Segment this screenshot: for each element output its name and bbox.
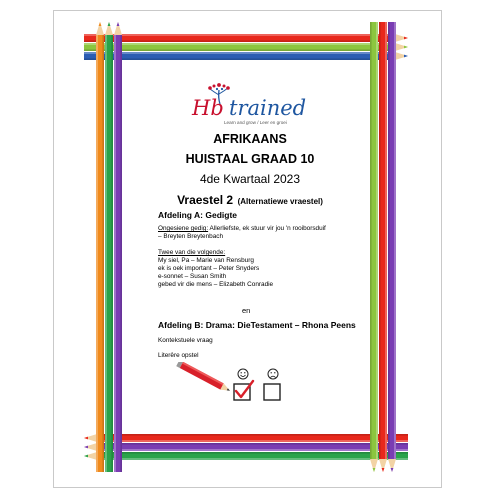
term-line: 4de Kwartaal 2023	[199, 172, 301, 186]
colored-pencil	[84, 43, 408, 51]
colored-pencil	[388, 22, 396, 472]
colored-pencil	[84, 52, 408, 60]
colored-pencil	[114, 22, 122, 472]
poem-list-item: ek is oek important – Peter Snyders	[158, 265, 260, 272]
unseen-poem-title: Allerliefste, ek stuur vir jou 'n rooiborsduif	[208, 225, 326, 232]
two-poems-label: Twee van die volgende:	[158, 249, 226, 256]
unseen-poem-label: Ongesiene gedig:	[158, 225, 209, 232]
paper-note: (Alternatiewe vraestel)	[237, 197, 323, 206]
section-a-heading: Afdeling A: Gedigte	[158, 210, 238, 220]
and-connector: en	[242, 306, 251, 315]
section-b-heading: Afdeling B: Drama: DieTestament – Rhona Peens	[158, 320, 356, 330]
colored-pencil	[84, 443, 408, 451]
feedback-illustration	[170, 362, 300, 412]
colored-pencil	[84, 434, 408, 442]
paper-title: Vraestel 2	[177, 193, 234, 207]
grade-title: HUISTAAL GRAAD 10	[185, 152, 315, 166]
hbtrained-logo	[188, 82, 312, 128]
poem-list-item: gebed vir die mens – Elizabeth Conradie	[158, 281, 274, 288]
colored-pencil	[379, 22, 387, 472]
unseen-poem-line	[158, 225, 326, 232]
colored-pencil	[96, 22, 104, 472]
colored-pencil	[84, 34, 408, 42]
unseen-poem-author: – Breyten Breytenbach	[158, 233, 224, 240]
sad-face-icon	[268, 369, 278, 379]
poem-list-item: My siel, Pa – Marie van Rensburg	[158, 257, 254, 264]
colored-pencil	[370, 22, 378, 472]
logo-tagline: Learn and grow / Leer en groei	[224, 120, 287, 125]
subject-title: AFRIKAANS	[213, 132, 287, 146]
section-b-item: Literêre opstel	[158, 352, 199, 359]
paper-line	[0, 191, 500, 209]
red-pencil-icon	[176, 362, 231, 394]
poem-list-item: e-sonnet – Susan Smith	[158, 273, 227, 280]
colored-pencil	[84, 452, 408, 460]
colored-pencil	[105, 22, 113, 472]
logo-brand-suffix: trained	[229, 96, 307, 120]
section-b-item: Kontekstuele vraag	[158, 337, 213, 344]
logo-brand-prefix: Hb	[192, 96, 224, 120]
empty-checkbox-icon	[264, 384, 280, 400]
happy-face-icon	[238, 369, 248, 379]
